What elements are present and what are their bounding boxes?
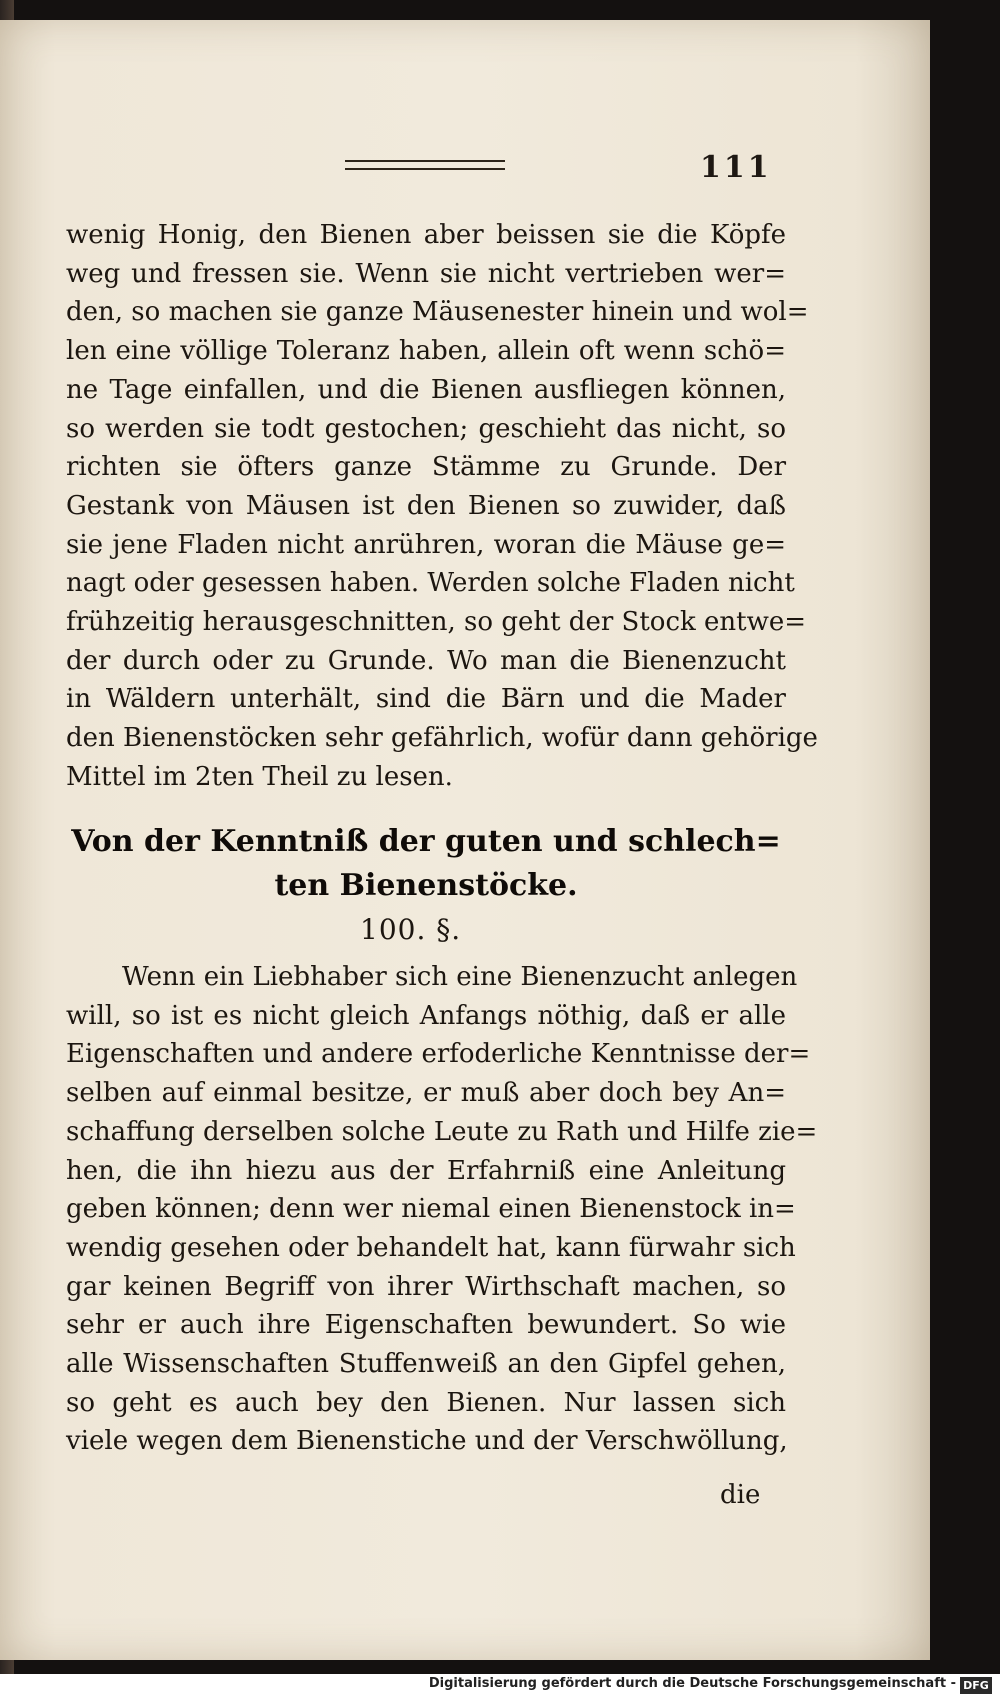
text-line: sie jene Fladen nicht anrühren, woran die Mäuse ge= <box>66 529 786 560</box>
text-line: viele wegen dem Bienenstiche und der Verschwöllung, <box>66 1426 788 1457</box>
text-line: gar keinen Begriff von ihrer Wirthschaft machen, so <box>66 1271 786 1302</box>
paragraph-1 <box>66 216 818 797</box>
text-line: so werden sie todt gestochen; geschieht das nicht, so <box>66 413 786 444</box>
text-line: den Bienenstöcken sehr gefährlich, wofür dann gehörige <box>66 723 818 754</box>
paragraph-2 <box>66 958 818 1461</box>
text-line: sehr er auch ihre Eigenschaften bewundert. So wie <box>66 1310 786 1341</box>
heading-line: ten Bienenstöcke. <box>274 868 578 903</box>
text-line: richten sie öfters ganze Stämme zu Grunde. Der <box>66 452 786 483</box>
text-line: weg und fressen sie. Wenn sie nicht vertrieben wer= <box>66 258 786 289</box>
text-line: alle Wissenschaften Stuffenweiß an den Gipfel gehen, <box>66 1349 786 1380</box>
text-line: in Wäldern unterhält, sind die Bärn und die Mader <box>66 684 786 715</box>
text-line: wenig Honig, den Bienen aber beissen sie die Köpfe <box>66 220 786 250</box>
text-line: nagt oder gesessen haben. Werden solche Fladen nicht <box>66 568 795 599</box>
text-line: frühzeitig herausgeschnitten, so geht der Stock entwe= <box>66 607 807 638</box>
digitization-footer <box>0 1674 1000 1698</box>
text-line: so geht es auch bey den Bienen. Nur lassen sich <box>66 1387 786 1418</box>
catchword: die <box>720 1480 761 1510</box>
text-line: ne Tage einfallen, und die Bienen ausfliegen können, <box>66 374 786 405</box>
text-line: len eine völlige Toleranz haben, allein oft wenn schö= <box>66 336 786 367</box>
text-line: Eigenschaften und andere erfoderliche Kenntnisse der= <box>66 1039 811 1070</box>
text-line: Gestank von Mäusen ist den Bienen so zuwider, daß <box>66 490 786 521</box>
text-line: geben können; denn wer niemal einen Bienenstock in= <box>66 1194 796 1225</box>
heading-line: Von der Kenntniß der guten und schlech= <box>71 824 781 859</box>
section-heading <box>66 820 786 908</box>
text-line: schaffung derselben solche Leute zu Rath und Hilfe zie= <box>66 1116 818 1147</box>
text-line: will, so ist es nicht gleich Anfangs nöthig, daß er alle <box>66 1000 786 1031</box>
text-line: hen, die ihn hiezu aus der Erfahrniß eine Anleitung <box>66 1155 786 1186</box>
funding-credit: Digitalisierung gefördert durch die Deutsche Forschungsgemeinschaft - <box>428 1676 956 1691</box>
text-line: wendig gesehen oder behandelt hat, kann fürwahr sich <box>66 1232 796 1263</box>
text-line: Mittel im 2ten Theil zu lesen. <box>66 761 453 792</box>
header-rule <box>345 160 505 170</box>
dfg-logo: DFG <box>960 1677 992 1694</box>
page-number: 111 <box>700 150 772 185</box>
text-line: selben auf einmal besitze, er muß aber doch bey An= <box>66 1078 786 1109</box>
section-number: 100. §. <box>360 913 462 946</box>
text-line: Wenn ein Liebhaber sich eine Bienenzucht anlegen <box>122 962 798 992</box>
text-line: den, so machen sie ganze Mäusenester hinein und wol= <box>66 297 809 328</box>
text-line: der durch oder zu Grunde. Wo man die Bienenzucht <box>66 645 786 676</box>
